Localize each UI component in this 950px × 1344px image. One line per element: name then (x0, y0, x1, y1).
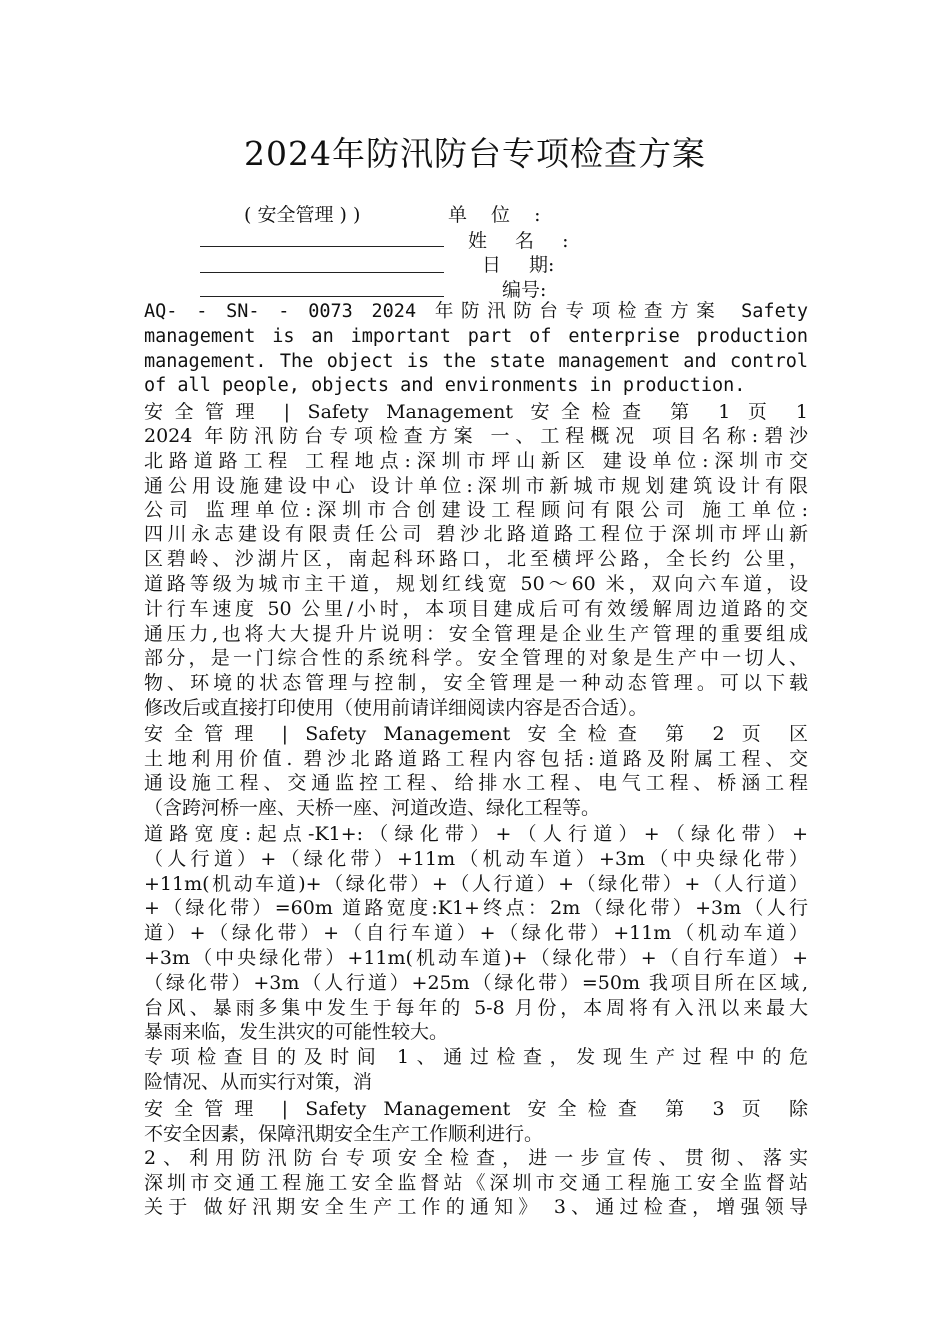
body-line: 暴雨来临，发生洪灾的可能性较大。 (144, 1021, 449, 1043)
body-line: 道路等级为城市主干道，规划红线宽 50～60 米，双向六车道，设 (144, 573, 808, 595)
body-line: 公司 监理单位:深圳市合创建设工程顾问有限公司 施工单位: (144, 499, 808, 521)
body-line: 2、利用防汛防台专项安全检查，进一步宣传、贯彻、落实 (144, 1147, 808, 1169)
body-line: 土地利用价值. 碧沙北路道路工程内容包括:道路及附属工程、交 (144, 748, 808, 770)
body-line: 安全管理 | Safety Management 安全检查 第 3 页 除 (144, 1098, 808, 1120)
body-line: management is an important part of enterprise production (144, 326, 808, 347)
body-line: +3m（中央绿化带）+11m(机动车道)+（绿化带）+（自行车道）+ (144, 947, 808, 969)
name-label: 姓 名 : (468, 230, 569, 252)
body-line: 险情况、从而实行对策，消 (144, 1071, 373, 1093)
document-title: 2024年防汛防台专项检查方案 (244, 134, 706, 173)
body-line: （含跨河桥一座、天桥一座、河道改造、绿化工程等。 (144, 797, 601, 819)
body-line: 修改后或直接打印使用（使用前请详细阅读内容是否合适）。 (144, 697, 648, 719)
body-line: AQ- - SN- - 0073 2024 年防汛防台专项检查方案 Safety (144, 301, 808, 322)
date-label: 日 期: (482, 254, 555, 276)
body-line: 关于 做好汛期安全生产工作的通知》 3、通过检查，增强领导 (144, 1196, 808, 1218)
unit-label: 单 位 : (448, 204, 541, 226)
name-field-line (200, 272, 444, 273)
body-line: 2024 年防汛防台专项检查方案 一、工程概况 项目名称:碧沙 (144, 425, 808, 447)
body-line: +11m(机动车道)+（绿化带）+（人行道）+（绿化带）+（人行道） (144, 873, 808, 895)
body-line: 通压力,也将大大提升片说明：安全管理是企业生产管理的重要组成 (144, 623, 808, 645)
body-line: 专项检查目的及时间 1、通过检查，发现生产过程中的危 (144, 1046, 808, 1068)
body-line: 深圳市交通工程施工安全监督站《深圳市交通工程施工安全监督站 (144, 1172, 808, 1194)
unit-field-line (200, 246, 444, 247)
body-line: 道）+（绿化带）+（自行车道）+（绿化带）+11m（机动车道） (144, 922, 808, 944)
body-line: 北路道路工程 工程地点:深圳市坪山新区 建设单位:深圳市交 (144, 450, 808, 472)
date-field-line (200, 296, 444, 297)
body-line: 区碧岭、沙湖片区，南起科环路口，北至横坪公路，全长约 公里， (144, 548, 808, 570)
body-line: 台风、暴雨多集中发生于每年的 5-8 月份，本周将有入汛以来最大 (144, 997, 808, 1019)
body-line: 部分，是一门综合性的系统科学。安全管理的对象是生产中一切人、 (144, 647, 808, 669)
body-line: 安全管理 | Safety Management 安全检查 第 1 页 1 (144, 401, 808, 423)
body-line: management. The object is the state management and control (144, 351, 808, 372)
body-line: 安全管理 | Safety Management 安全检查 第 2 页 区 (144, 723, 808, 745)
body-line: 通设施工程、交通监控工程、给排水工程、电气工程、桥涵工程 (144, 772, 808, 794)
body-line: 不安全因素，保障汛期安全生产工作顺利进行。 (144, 1123, 544, 1145)
body-line: 四川永志建设有限责任公司 碧沙北路道路工程位于深圳市坪山新 (144, 523, 808, 545)
body-line: （绿化带）+3m（人行道）+25m（绿化带）=50m 我项目所在区域, (144, 972, 808, 994)
number-label: 编号: (502, 279, 547, 301)
body-line: of all people, objects and environments in production. (144, 375, 746, 396)
category-label: ( 安全管理 ) ) (244, 204, 361, 226)
body-line: 道路宽度:起点-K1+:（绿化带）+（人行道）+（绿化带）+ (144, 823, 808, 845)
body-line: 物、环境的状态管理与控制，安全管理是一种动态管理。可以下载 (144, 672, 808, 694)
body-line: 通公用设施建设中心 设计单位:深圳市新城市规划建筑设计有限 (144, 475, 808, 497)
body-line: 计行车速度 50 公里/小时，本项目建成后可有效缓解周边道路的交 (144, 598, 808, 620)
body-line: （人行道）+（绿化带）+11m（机动车道）+3m（中央绿化带） (144, 848, 808, 870)
body-line: +（绿化带）=60m 道路宽度:K1+终点：2m（绿化带）+3m（人行 (144, 897, 808, 919)
